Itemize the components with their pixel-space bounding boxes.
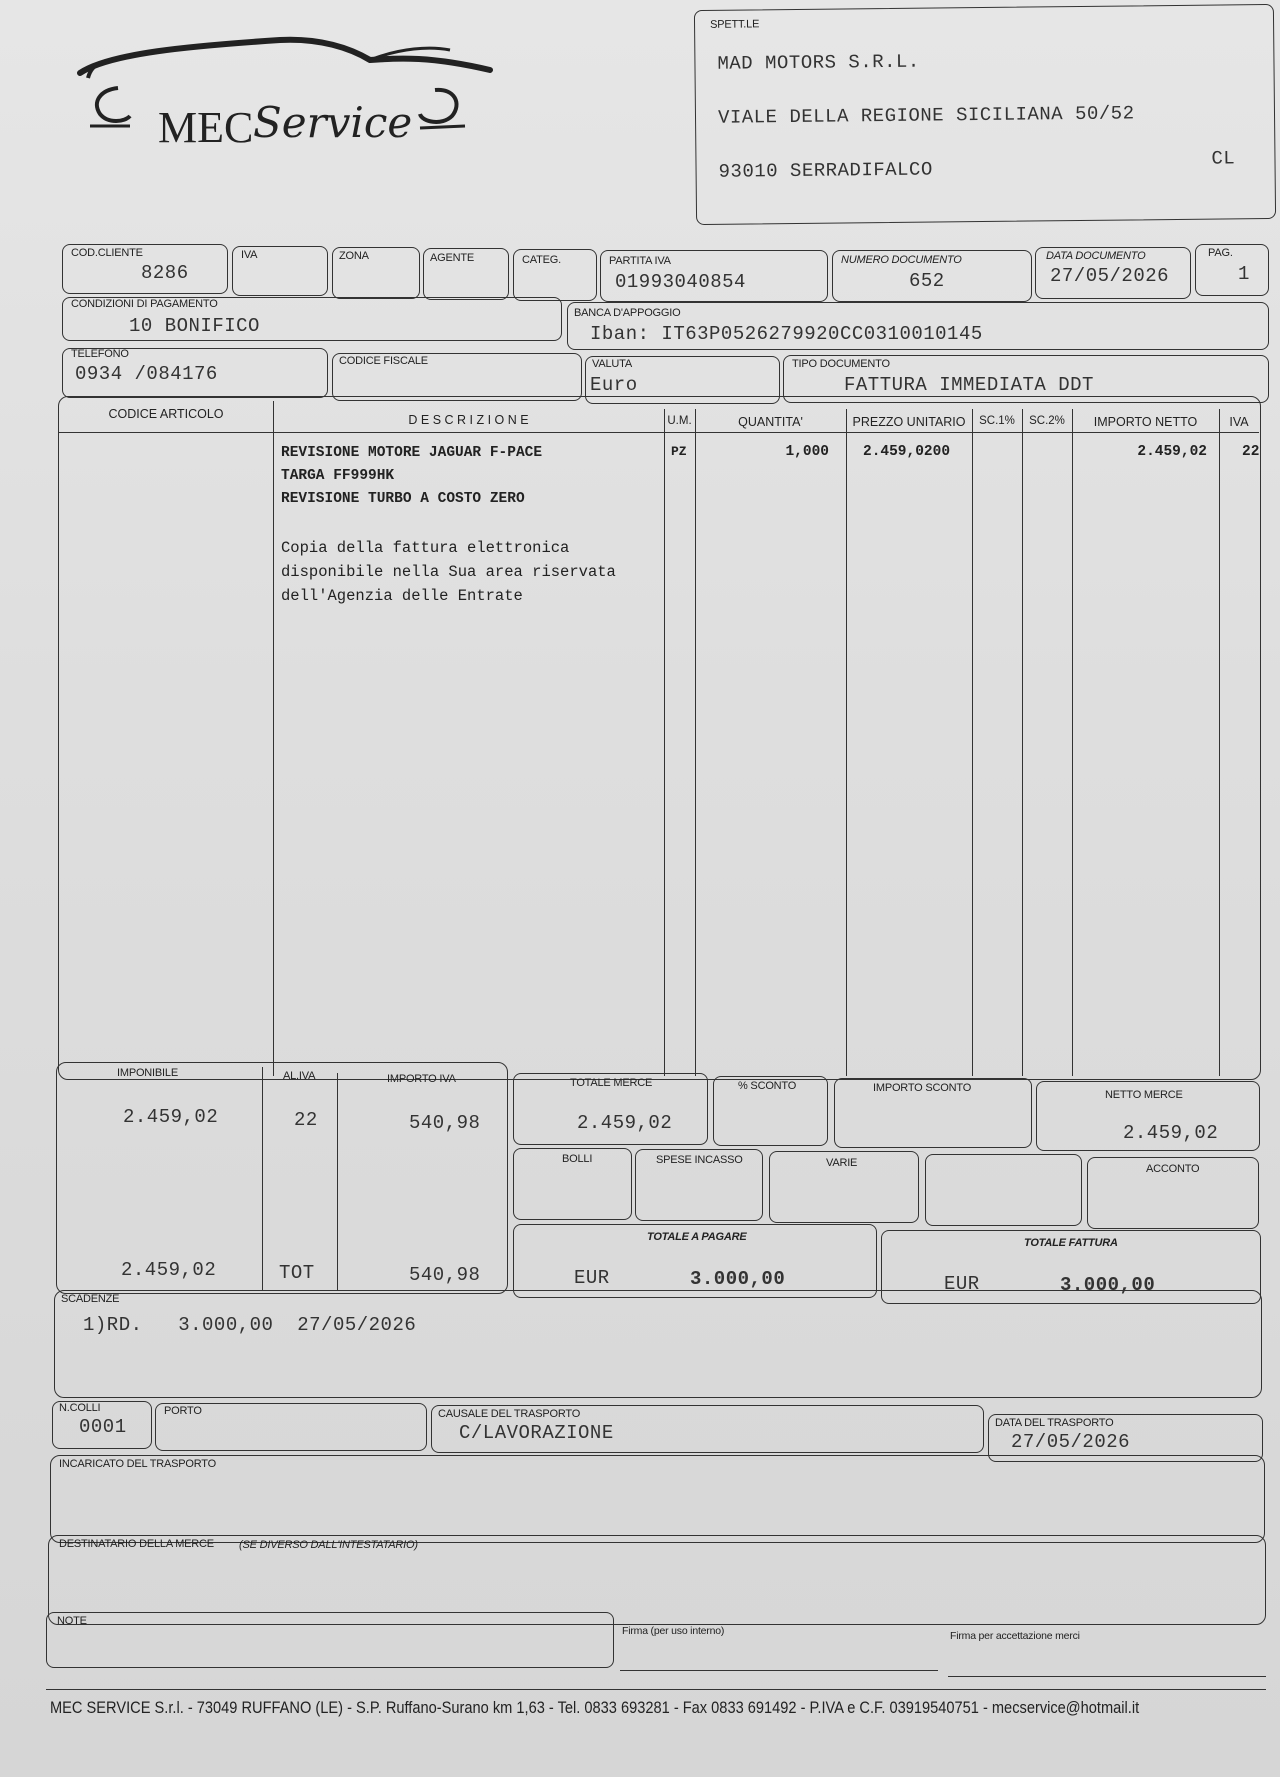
codice-fiscale-label: CODICE FISCALE	[339, 355, 428, 367]
porto-label: PORTO	[164, 1405, 202, 1417]
cod-cliente-value: 8286	[141, 262, 189, 284]
condizioni-value: 10 BONIFICO	[129, 315, 260, 337]
iva-summary-box	[56, 1062, 508, 1294]
item-description	[281, 442, 542, 511]
item-iva: 22	[1242, 444, 1260, 460]
th-sc2: SC.2%	[1029, 415, 1065, 427]
varie-label: VARIE	[826, 1157, 858, 1169]
data-trasporto-value: 27/05/2026	[1011, 1431, 1131, 1453]
destinatario-note: (SE DIVERSO DALL'INTESTATARIO)	[239, 1539, 418, 1551]
iva-label: IVA	[241, 249, 258, 261]
telefono-label: TELEFONO	[71, 348, 129, 360]
item-desc-line-3: REVISIONE TURBO A COSTO ZERO	[281, 491, 525, 507]
telefono-value: 0934 /084176	[75, 363, 218, 385]
condizioni-box	[62, 297, 562, 341]
tot-label: TOT	[279, 1262, 315, 1284]
varie-box	[769, 1151, 919, 1223]
pag-value: 1	[1238, 263, 1250, 285]
telefono-box	[62, 348, 328, 398]
zona-label: ZONA	[339, 250, 369, 262]
codice-fiscale-box	[332, 353, 582, 401]
recipient-label: SPETT.LE	[709, 18, 760, 31]
cod-cliente-box	[62, 244, 228, 294]
pag-label: PAG.	[1208, 247, 1233, 259]
spese-incasso-box	[635, 1149, 763, 1221]
totale-merce-box	[513, 1073, 708, 1145]
th-sc1: SC.1%	[979, 415, 1015, 427]
banca-value: Iban: IT63P0526279920CC0310010145	[590, 323, 983, 345]
item-importo: 2.459,02	[1137, 444, 1207, 460]
condizioni-label: CONDIZIONI DI PAGAMENTO	[71, 298, 218, 310]
causale-label: CAUSALE DEL TRASPORTO	[438, 1408, 581, 1420]
th-iva: IVA	[1229, 415, 1249, 429]
totale-merce-label: TOTALE MERCE	[570, 1077, 653, 1089]
cod-cliente-label: COD.CLIENTE	[71, 247, 143, 259]
partita-iva-label: PARTITA IVA	[609, 255, 671, 267]
sconto-box	[713, 1076, 828, 1146]
item-note-line-2: disponibile nella Sua area riservata	[281, 563, 616, 581]
totale-fattura-currency: EUR	[944, 1273, 980, 1295]
netto-merce-label: NETTO MERCE	[1105, 1089, 1183, 1101]
imponibile-tot-value: 2.459,02	[121, 1259, 217, 1281]
categ-box	[513, 249, 597, 301]
recipient-box	[694, 4, 1276, 225]
totale-pagare-currency: EUR	[574, 1267, 610, 1289]
firma-accettazione-line	[948, 1676, 1266, 1677]
destinatario-label: DESTINATARIO DELLA MERCE	[59, 1538, 214, 1550]
tipo-documento-label: TIPO DOCUMENTO	[792, 358, 890, 370]
item-note	[281, 537, 616, 609]
importo-sconto-box	[834, 1078, 1032, 1148]
banca-label: BANCA D'APPOGGIO	[574, 307, 681, 319]
totale-fattura-label: TOTALE FATTURA	[1024, 1237, 1118, 1249]
numero-documento-box	[832, 250, 1032, 302]
acconto-box	[1087, 1157, 1259, 1229]
item-note-line-3: dell'Agenzia delle Entrate	[281, 587, 523, 605]
totale-fattura-value: 3.000,00	[1060, 1274, 1156, 1296]
zona-box	[332, 247, 420, 299]
firma-interna-line	[620, 1670, 938, 1671]
importo-iva-tot-value: 540,98	[409, 1264, 481, 1286]
footer-divider	[46, 1689, 1266, 1690]
th-descrizione: D E S C R I Z I O N E	[408, 413, 529, 427]
netto-merce-value: 2.459,02	[1123, 1122, 1219, 1144]
th-codice-articolo: CODICE ARTICOLO	[108, 407, 224, 421]
bolli-box	[513, 1148, 632, 1220]
scadenze-label: SCADENZE	[61, 1293, 120, 1305]
agente-label: AGENTE	[430, 252, 475, 264]
item-prezzo: 2.459,0200	[863, 444, 951, 460]
valuta-label: VALUTA	[592, 358, 632, 370]
numero-documento-value: 652	[909, 270, 945, 292]
partita-iva-value: 01993040854	[615, 271, 746, 293]
data-documento-value: 27/05/2026	[1050, 265, 1170, 287]
sconto-label: % SCONTO	[738, 1080, 797, 1092]
pag-box	[1195, 244, 1269, 296]
incaricato-label: INCARICATO DEL TRASPORTO	[59, 1458, 216, 1470]
imponibile-label: IMPONIBILE	[117, 1067, 178, 1079]
importo-iva-label: IMPORTO IVA	[387, 1073, 456, 1085]
spese-incasso-label: SPESE INCASSO	[656, 1154, 743, 1166]
firma-interna-label: Firma (per uso interno)	[622, 1625, 725, 1637]
acconto-label: ACCONTO	[1146, 1163, 1200, 1175]
note-label: NOTE	[57, 1615, 87, 1627]
aliva-value: 22	[294, 1109, 318, 1131]
agente-box	[423, 248, 509, 300]
imponibile-value: 2.459,02	[123, 1106, 219, 1128]
scadenze-box	[54, 1290, 1262, 1398]
logo-script: Service	[253, 98, 413, 147]
ncolli-label: N.COLLI	[59, 1402, 101, 1414]
totale-merce-value: 2.459,02	[577, 1112, 673, 1134]
causale-value: C/LAVORAZIONE	[459, 1422, 614, 1444]
valuta-value: Euro	[590, 374, 638, 396]
item-desc-line-2: TARGA FF999HK	[281, 468, 395, 484]
categ-label: CATEG.	[522, 254, 561, 266]
totale-pagare-value: 3.000,00	[690, 1268, 786, 1290]
recipient-name: MAD MOTORS S.R.L.	[717, 50, 920, 75]
porto-box	[155, 1403, 427, 1451]
data-documento-label: DATA DOCUMENTO	[1046, 250, 1146, 262]
ncolli-box	[52, 1401, 152, 1449]
netto-merce-box	[1036, 1081, 1260, 1151]
recipient-province: CL	[1211, 147, 1236, 170]
item-quantita: 1,000	[785, 444, 829, 460]
incaricato-box	[50, 1455, 1265, 1543]
bolli-label: BOLLI	[562, 1153, 593, 1165]
th-prezzo-unitario: PREZZO UNITARIO	[852, 415, 966, 429]
banca-box	[567, 302, 1269, 350]
item-desc-line-1: REVISIONE MOTORE JAGUAR F-PACE	[281, 445, 543, 461]
th-importo-netto: IMPORTO NETTO	[1093, 415, 1198, 429]
items-table	[58, 396, 1261, 1080]
partita-iva-box	[600, 250, 828, 302]
aliva-label: AL.IVA	[283, 1070, 316, 1082]
item-um: PZ	[671, 444, 687, 459]
numero-documento-label: NUMERO DOCUMENTO	[841, 254, 962, 266]
importo-sconto-label: IMPORTO SCONTO	[873, 1082, 972, 1094]
note-box	[46, 1612, 614, 1668]
totale-pagare-box	[513, 1224, 877, 1298]
item-note-line-1: Copia della fattura elettronica	[281, 539, 570, 557]
data-documento-box	[1035, 247, 1191, 299]
recipient-city: 93010 SERRADIFALCO	[718, 158, 933, 183]
totale-pagare-label: TOTALE A PAGARE	[647, 1231, 747, 1243]
iva-box	[232, 246, 328, 296]
importo-iva-value: 540,98	[409, 1112, 481, 1134]
tipo-documento-value: FATTURA IMMEDIATA DDT	[844, 374, 1094, 396]
firma-accettazione-label: Firma per accettazione merci	[950, 1630, 1080, 1642]
logo-brand: MEC	[158, 103, 254, 152]
data-trasporto-label: DATA DEL TRASPORTO	[995, 1417, 1114, 1429]
blank-box	[925, 1154, 1082, 1226]
ncolli-value: 0001	[79, 1416, 127, 1438]
th-um: U.M.	[667, 415, 692, 427]
company-footer: MEC SERVICE S.r.l. - 73049 RUFFANO (LE) - S.P. Ruffano-Surano km 1,63 - Tel. 0833 693281 - Fax 0833 691492 - P.IVA e C.F. 03919540751 - mecservice@hotmail.it	[50, 1698, 1140, 1717]
causale-box	[431, 1405, 984, 1453]
recipient-address: VIALE DELLA REGIONE SICILIANA 50/52	[717, 102, 1135, 129]
scadenze-line: 1)RD. 3.000,00 27/05/2026	[83, 1314, 417, 1336]
th-quantita: QUANTITA'	[738, 415, 803, 429]
